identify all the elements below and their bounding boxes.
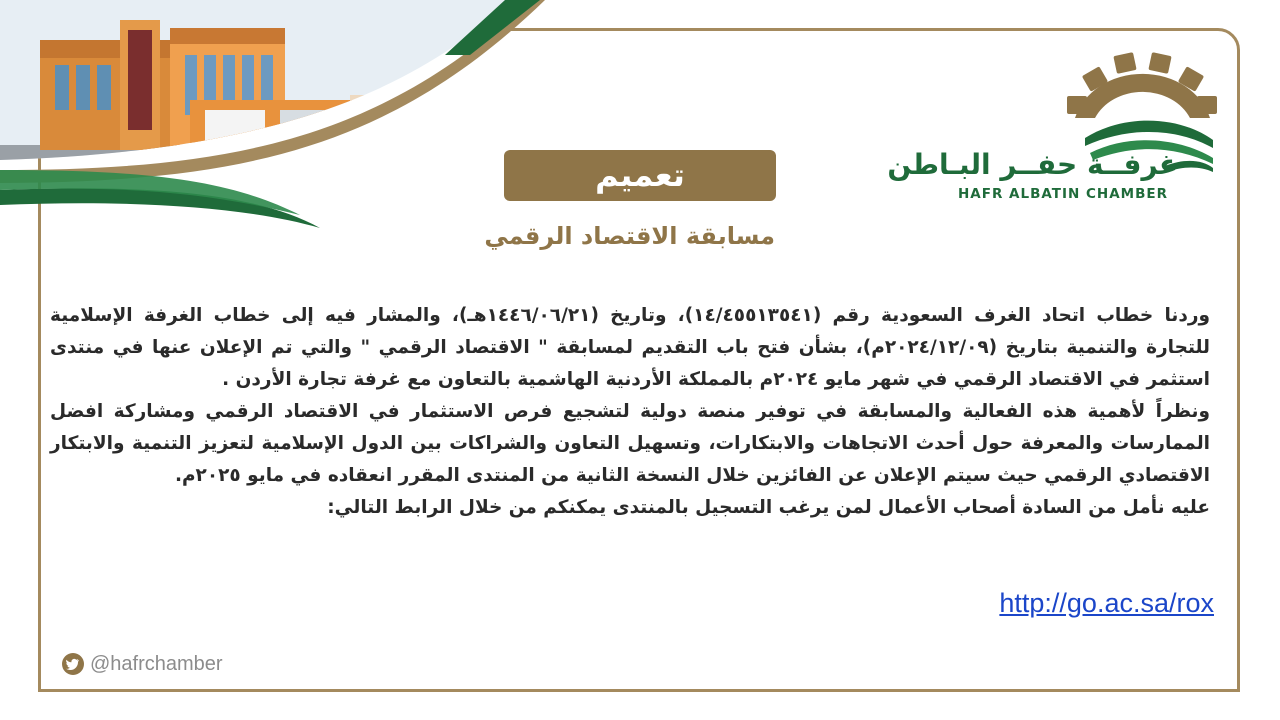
body-paragraph: ونظراً لأهمية هذه الفعالية والمسابقة في توفير منصة دولية لتشجيع فرص الاستثمار في الاقتصاد الرقمي ومشاركة افضل الممارسات والمعرفة حول أحدث الاتجاهات والابتكارات، وتسهيل التعاون والشراكات بين الدول الإسلامية لتعزيز التنمية والابتكار الاقتصادي الرقمي حيث سيتم الإعلان عن الفائزين خلال النسخة الثانية من المنتدى المقرر انعقاده في مايو ٢٠٢٥م. [50, 401, 1210, 486]
body-paragraph: وردنا خطاب اتحاد الغرف السعودية رقم (١٤/٤٥٥١٣٥٤١)، وتاريخ (١٤٤٦/٠٦/٢١هـ)، والمشار فيه إلى خطاب الغرفة الإسلامية للتجارة والتنمية بتاريخ (٢٠٢٤/١٢/٠٩م)، بشأن فتح باب التقديم لمسابقة " الاقتصاد الرقمي " والتي تم الإعلان عنها في منتدى استثمر في الاقتصاد الرقمي في شهر مايو ٢٠٢٤م بالمملكة الأردنية الهاشمية بالتعاون مع غرفة تجارة الأردن . [50, 305, 1210, 390]
social-handle[interactable] [62, 652, 223, 676]
page-title: تعميم [504, 150, 776, 201]
chamber-logo-icon [887, 48, 1220, 208]
logo-english-name: HAFR ALBATIN CHAMBER [957, 186, 1169, 202]
social-handle-text: @hafrchamber [90, 652, 223, 675]
circular-body [50, 300, 1210, 524]
building-photo-banner [0, 0, 560, 245]
page-subtitle: مسابقة الاقتصاد الرقمي [484, 222, 775, 250]
registration-link[interactable]: http://go.ac.sa/rox [999, 588, 1214, 618]
logo-arabic-name: غرفــة حفــر البـاطن [887, 148, 1178, 181]
body-paragraph: عليه نأمل من السادة أصحاب الأعمال لمن يرغب التسجيل بالمنتدى يمكنكم من خلال الرابط التالي: [327, 497, 1210, 518]
twitter-bird-icon [62, 653, 84, 675]
